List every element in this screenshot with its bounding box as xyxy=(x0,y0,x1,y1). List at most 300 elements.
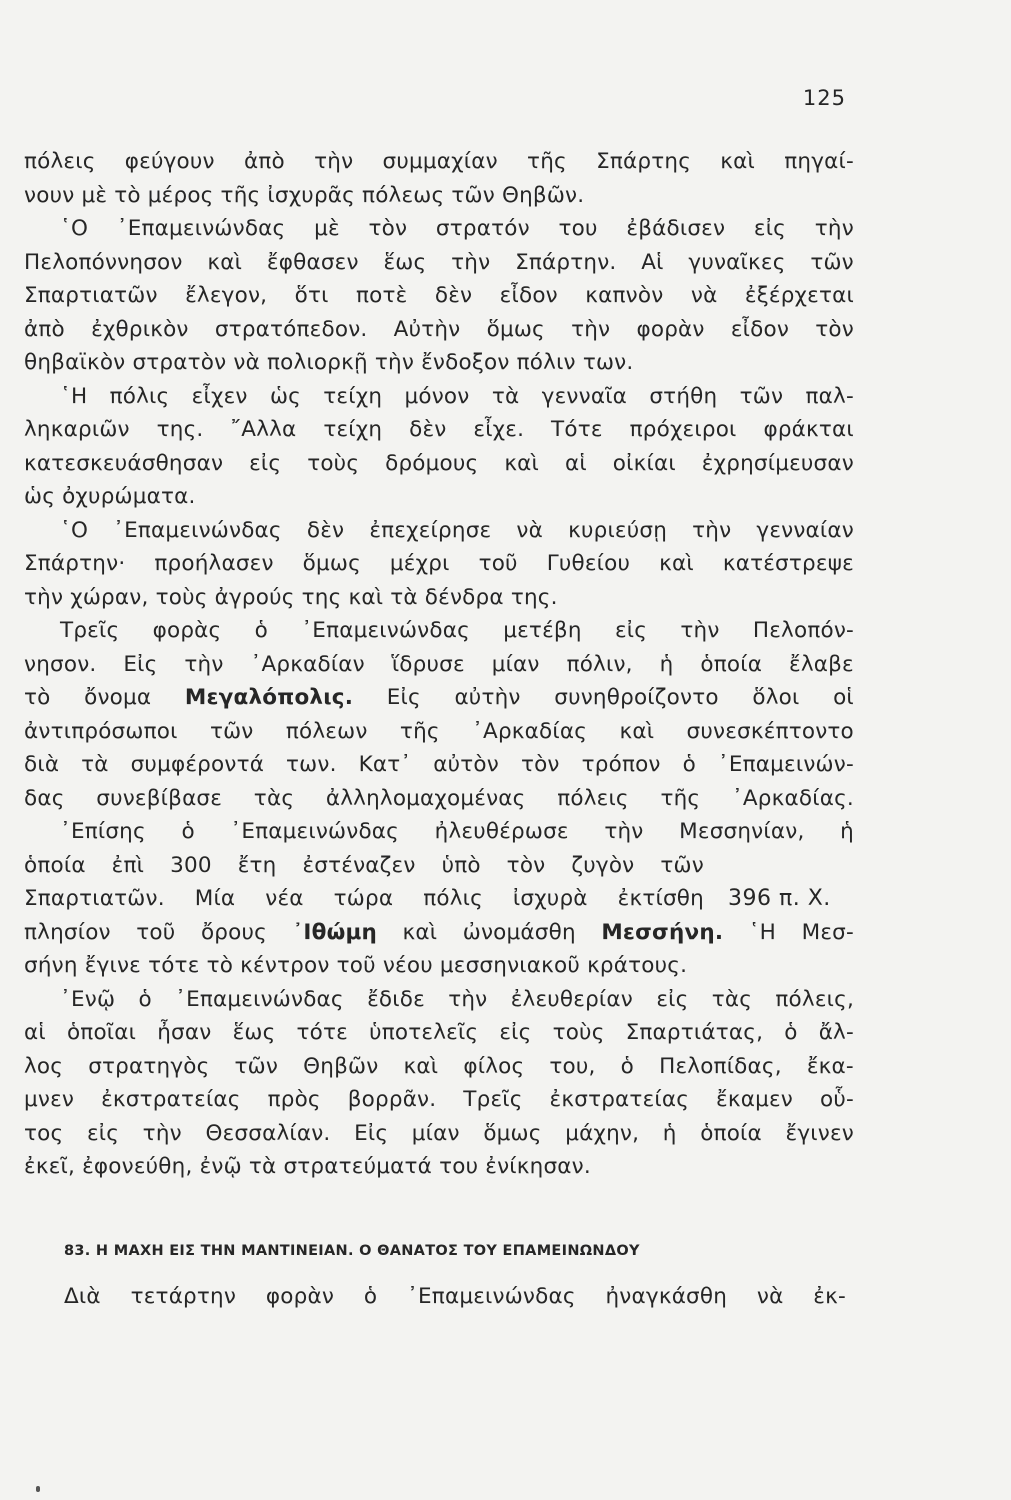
word: φορὰς xyxy=(152,618,222,643)
text-line xyxy=(24,179,854,213)
word: ὁποία xyxy=(700,651,763,677)
word: ὁ xyxy=(363,1284,378,1309)
word: φράκται xyxy=(763,417,854,442)
word: των. xyxy=(286,752,337,777)
word: Πελοπίδας, xyxy=(659,1053,782,1079)
word: φεύγουν xyxy=(124,149,215,174)
word: νὰ xyxy=(516,517,544,543)
word: τὰ xyxy=(491,383,520,409)
word: νησον. xyxy=(24,651,97,677)
word: ἔδιδε xyxy=(367,986,425,1012)
word: μὲ xyxy=(314,216,340,241)
text-line xyxy=(24,983,854,1017)
word: μετέβη xyxy=(503,618,582,643)
word: τὴν xyxy=(448,986,488,1012)
word: μέχρι xyxy=(389,551,450,576)
word: μνεν xyxy=(24,1087,75,1112)
word: δας xyxy=(24,785,65,811)
word: ἔγινεν xyxy=(785,1120,854,1146)
text-line xyxy=(24,346,854,380)
final-line xyxy=(64,1280,846,1314)
word: κατέστρεψε xyxy=(722,551,854,576)
word: δὲν xyxy=(306,517,345,543)
word: τοὺς xyxy=(307,450,360,476)
word: ἐκτίσθη xyxy=(617,886,704,911)
text-line xyxy=(24,849,704,883)
word: πόλεις, xyxy=(775,986,854,1012)
word: ὁ xyxy=(138,986,152,1012)
word: τὴν xyxy=(692,517,732,543)
word: πόλιν, xyxy=(566,651,633,677)
word: τὰ xyxy=(81,752,109,777)
word: γενναῖα xyxy=(541,383,628,409)
word: τὸν xyxy=(815,316,854,342)
word: ἐστέναζεν xyxy=(302,852,416,878)
word: Μεγαλόπολις. xyxy=(184,685,354,710)
word: ἐφονεύθη, xyxy=(82,1154,193,1179)
word: δρόμους xyxy=(385,450,479,476)
word: Εἰς xyxy=(123,651,158,677)
word: τὸ xyxy=(114,182,141,208)
text-line xyxy=(24,212,854,246)
word: μόνον xyxy=(404,383,470,409)
word: ἔλεγον, xyxy=(185,283,268,308)
word: των. xyxy=(582,350,634,375)
word: τοῦ xyxy=(478,551,518,576)
word: διὰ xyxy=(24,752,60,777)
word: ἔνδοξον xyxy=(421,350,510,375)
word: ἔφθασεν xyxy=(266,249,359,275)
word: καὶ xyxy=(348,584,384,610)
text-line xyxy=(24,1083,854,1117)
word: πόλεων xyxy=(285,718,368,744)
word: καὶ xyxy=(403,1053,439,1079)
word: ὅμως xyxy=(302,551,361,576)
word: τῆς xyxy=(527,149,567,174)
word: ἐπεχείρησε xyxy=(369,517,492,543)
word: ἕως xyxy=(232,1020,276,1045)
word: εἰς xyxy=(656,986,689,1012)
text-line xyxy=(24,614,854,648)
word: οὗ- xyxy=(819,1087,854,1112)
text-line xyxy=(24,916,854,950)
word: ὠνομάσθη xyxy=(462,919,576,945)
word: ᾿Επαμεινώνδας xyxy=(301,618,470,643)
word: εἶχε. xyxy=(473,417,525,442)
word: δένδρα xyxy=(424,584,504,610)
word: θηβαϊκὸν xyxy=(24,350,126,375)
word: συνεβίβασε xyxy=(96,785,223,811)
word: εἰς xyxy=(499,1020,532,1045)
word: πρόχειροι xyxy=(629,417,737,442)
word: ᾿Επαμεινώνδας xyxy=(175,986,344,1012)
word: νέου xyxy=(382,953,433,978)
word: ἠλευθέρωσε xyxy=(434,819,569,844)
word: μέρος xyxy=(147,182,214,208)
word: φορὰν xyxy=(265,1284,335,1309)
word: ὁποῖαι xyxy=(66,1020,137,1045)
word: στήθη xyxy=(649,383,718,409)
word: Σπάρτης xyxy=(596,149,692,174)
text-line xyxy=(24,380,854,414)
word: ῾Ο xyxy=(60,517,89,543)
ink-speck xyxy=(36,1486,40,1492)
word: ὁ xyxy=(181,819,195,844)
word: μίαν xyxy=(491,651,540,677)
word: ὁποία xyxy=(700,1120,762,1146)
word: ᾿Επαμεινώνδας xyxy=(116,216,286,241)
word: Εἰς xyxy=(354,1120,389,1146)
word: του, xyxy=(549,1053,596,1079)
word: τοὺς xyxy=(155,584,208,610)
word: ὄνομα xyxy=(84,685,152,710)
word: πλησίον xyxy=(24,919,111,945)
word: ἔτη xyxy=(237,852,277,878)
word: αὐτὸν xyxy=(433,752,499,777)
word: οἰκίαι xyxy=(612,450,676,476)
word: Θεσσαλίαν. xyxy=(205,1120,331,1146)
word: ὑπὸ xyxy=(441,852,481,878)
word: ἐπὶ xyxy=(111,852,145,878)
text-line xyxy=(24,547,854,581)
word: ποτὲ xyxy=(356,283,408,308)
word: ἕως xyxy=(383,249,427,275)
word: ἐνῷ xyxy=(199,1154,242,1179)
word: συμφέροντά xyxy=(130,752,265,777)
word: αὐτὴν xyxy=(454,685,521,710)
word: νέα xyxy=(265,886,304,911)
word: νὰ xyxy=(690,283,718,308)
text-line xyxy=(24,1016,854,1050)
word: οἱ xyxy=(833,685,854,710)
word: ᾿Επίσης xyxy=(60,819,146,844)
text-line xyxy=(24,715,854,749)
word: τὰ xyxy=(248,1154,277,1179)
word: Πελοπόν- xyxy=(752,618,854,643)
word: στρατόπεδον. xyxy=(214,316,368,342)
word: πόλις xyxy=(109,383,170,409)
word: φίλος xyxy=(463,1053,525,1079)
word: πόλιν xyxy=(516,350,576,375)
word: στρατηγὸς xyxy=(88,1053,210,1079)
word: Σπαρτιάτας, xyxy=(625,1020,764,1045)
word: παλ- xyxy=(805,383,854,409)
word: ἠναγκάσθη xyxy=(605,1284,728,1309)
word: χώραν, xyxy=(70,584,149,610)
word: τῶν xyxy=(739,383,784,409)
word: Διὰ xyxy=(64,1284,101,1309)
word: κυριεύσῃ xyxy=(568,517,668,543)
word: εἶδον xyxy=(499,283,558,308)
word: ὁποία xyxy=(24,852,86,878)
word: τος xyxy=(24,1120,64,1146)
text-line xyxy=(24,514,854,548)
word: τῶν xyxy=(810,249,854,275)
word: Μία xyxy=(194,886,236,911)
text-line xyxy=(24,279,854,313)
word: τὴν xyxy=(571,316,611,342)
word: καὶ xyxy=(402,919,438,945)
text-line xyxy=(24,246,854,280)
word: Αὐτὴν xyxy=(393,316,461,342)
word: πολιορκῇ xyxy=(267,350,368,375)
word: μίαν xyxy=(411,1120,460,1146)
word: ἐξέρχεται xyxy=(744,283,854,308)
word: γυναῖκες xyxy=(688,249,786,275)
word: νὰ xyxy=(233,350,260,375)
word: Σπάρτην. xyxy=(515,249,617,275)
word: ἔκα- xyxy=(806,1053,854,1079)
word: ἡ xyxy=(840,819,854,844)
word: πόλις xyxy=(423,886,483,911)
word: τὴν xyxy=(814,216,854,241)
text-line xyxy=(24,648,854,682)
word: τὴν xyxy=(142,1120,182,1146)
word: Μεσσήνη. xyxy=(601,919,724,945)
word: καὶ xyxy=(207,249,243,275)
word: κατεσκευάσθησαν xyxy=(24,450,224,476)
word: τείχη xyxy=(323,383,383,409)
word: της xyxy=(301,584,342,610)
word: πόλεως xyxy=(362,182,445,208)
word: δὲν xyxy=(409,417,447,442)
word: ᾿Επαμεινών- xyxy=(717,752,854,777)
text-line xyxy=(24,815,854,849)
text-line xyxy=(24,313,854,347)
word: ὅμως xyxy=(486,316,545,342)
word: μὲ xyxy=(81,182,108,208)
word: ὁ xyxy=(682,752,696,777)
word: πηγαί- xyxy=(784,149,854,174)
word: τὸ xyxy=(24,685,51,710)
word: ἡ xyxy=(662,1120,677,1146)
word: ἐνίκησαν. xyxy=(485,1154,591,1179)
word: ἵδρυσε xyxy=(391,651,465,677)
text-line xyxy=(24,748,854,782)
word: ὁ xyxy=(254,618,269,643)
word: ἀλληλομαχομένας xyxy=(325,785,526,811)
word: μεσσηνιακοῦ xyxy=(439,953,581,978)
word: ᾿Αρκαδίας xyxy=(472,718,588,744)
word: τὴν xyxy=(184,651,224,677)
word: ἰσχυρᾶς xyxy=(267,182,355,208)
word: συνηθροίζοντο xyxy=(554,685,719,710)
word: τότε xyxy=(148,953,200,978)
word: τὰς xyxy=(253,785,295,811)
word: πόλεις xyxy=(24,149,96,174)
word: τὴν xyxy=(451,249,491,275)
word: ᾿Επαμεινώνδας xyxy=(230,819,400,844)
word: τὸν xyxy=(368,216,408,241)
word: τῆς xyxy=(660,785,701,811)
word: Τρεῖς xyxy=(60,618,120,643)
word: τὰς xyxy=(711,986,753,1012)
word: ὀχυρώματα. xyxy=(62,484,196,509)
word: εἰς xyxy=(86,1120,120,1146)
word: δὲν xyxy=(434,283,473,308)
word: Θηβῶν xyxy=(303,1053,379,1079)
text-line xyxy=(24,413,854,447)
word: ἐκστρατείας xyxy=(101,1087,241,1112)
word: τότε xyxy=(296,1020,348,1045)
word: αἱ xyxy=(564,450,587,476)
word: Τότε xyxy=(551,417,603,442)
word: τὴν xyxy=(374,350,415,375)
word: 300 xyxy=(170,852,212,878)
word: εἰς xyxy=(614,618,648,643)
word: ᾿Ιθώμη xyxy=(292,919,378,945)
word: ἰσχυρὰ xyxy=(512,886,588,911)
word: Κατ᾿ xyxy=(358,752,412,777)
page-number: 125 xyxy=(802,86,846,110)
word: νουν xyxy=(24,182,75,208)
word: συνεσκέπτοντο xyxy=(686,718,854,744)
word: Μεσ- xyxy=(801,919,854,945)
word: Αἱ xyxy=(641,249,664,275)
word: ᾿Επαμεινώνδας xyxy=(113,517,282,543)
word: τρόπον xyxy=(581,752,661,777)
word: ἡ xyxy=(659,651,674,677)
word: της. xyxy=(510,584,558,610)
word: τῶν xyxy=(209,718,254,744)
word: τῶν xyxy=(451,182,495,208)
word: ὑποτελεῖς xyxy=(369,1020,479,1045)
word: ἔκαμεν xyxy=(716,1087,794,1112)
word: καὶ xyxy=(659,551,694,576)
word: τῶν xyxy=(660,852,704,878)
word: ᾿Ενῷ xyxy=(60,986,116,1012)
margin-date-note: 396 π. Χ. xyxy=(728,886,831,911)
word: Σπάρτην· xyxy=(24,551,126,576)
word: ῾Η xyxy=(60,383,88,409)
word: τοὺς xyxy=(552,1020,605,1045)
word: φορὰν xyxy=(636,316,705,342)
word: καὶ xyxy=(619,718,655,744)
word: κράτους. xyxy=(587,953,688,978)
text-line xyxy=(24,1050,854,1084)
word: ἦσαν xyxy=(157,1020,212,1045)
word: Θηβῶν. xyxy=(501,182,585,208)
word: αἱ xyxy=(24,1020,46,1045)
word: ἄλ- xyxy=(818,1020,854,1045)
word: του xyxy=(439,1154,479,1179)
word: τὴν xyxy=(24,584,64,610)
word: στρατεύματά xyxy=(283,1154,433,1179)
word: ὄρους xyxy=(200,919,267,945)
word: στρατὸν xyxy=(132,350,227,375)
word: σήνη xyxy=(24,953,78,978)
word: ῾Η xyxy=(748,919,777,945)
word: τὴν xyxy=(680,618,720,643)
word: ὅτι xyxy=(294,283,329,308)
word: Σπαρτιατῶν xyxy=(24,283,158,308)
word: τώρα xyxy=(333,886,394,911)
word: τῶν xyxy=(234,1053,279,1079)
word: κέντρον xyxy=(240,953,330,978)
word: Σπαρτιατῶν. xyxy=(24,886,165,911)
word: εἰς xyxy=(753,216,787,241)
word: ᾿Αρκαδίαν xyxy=(250,651,365,677)
word: εἶδον xyxy=(730,316,790,342)
word: Γυθείου xyxy=(546,551,631,576)
word: ὁ xyxy=(620,1053,635,1079)
word: τοῦ xyxy=(336,953,376,978)
word: συμμαχίαν xyxy=(382,149,498,174)
word: ῎Αλλα xyxy=(230,417,297,442)
text-line xyxy=(24,145,854,179)
word: Μεσσηνίαν, xyxy=(679,819,805,844)
text-line xyxy=(24,447,854,481)
word: ληκαριῶν xyxy=(24,417,130,442)
word: ὅμως xyxy=(483,1120,542,1146)
word: ὅλοι xyxy=(752,685,800,710)
word: τὴν xyxy=(604,819,644,844)
word: εἰς xyxy=(249,450,282,476)
word: του xyxy=(558,216,598,241)
text-line xyxy=(24,1117,854,1151)
word: ἐκ- xyxy=(813,1284,846,1309)
text-line xyxy=(24,949,854,983)
word: τὸ xyxy=(206,953,234,978)
text-line xyxy=(24,581,854,615)
word: τῆς xyxy=(399,718,440,744)
word: καὶ xyxy=(504,450,540,476)
word: ἐλευθερίαν xyxy=(510,986,633,1012)
word: ἐκεῖ, xyxy=(24,1154,76,1179)
text-line xyxy=(24,782,854,816)
word: τὸν xyxy=(520,752,560,777)
word: βορρᾶν. xyxy=(347,1087,437,1112)
text-line xyxy=(24,681,854,715)
word: ῾Ο xyxy=(60,216,89,241)
word: μάχην, xyxy=(565,1120,640,1146)
word: λος xyxy=(24,1053,64,1079)
word: ζυγὸν xyxy=(571,852,635,878)
word: Εἰς xyxy=(386,685,421,710)
word: προήλασεν xyxy=(154,551,274,576)
word: στρατόν xyxy=(435,216,530,241)
word: καπνὸν xyxy=(585,283,664,308)
word: καὶ xyxy=(720,149,755,174)
word: ὡς xyxy=(269,383,301,409)
word: πρὸς xyxy=(267,1087,321,1112)
word: ἔλαβε xyxy=(789,651,854,677)
body-text xyxy=(24,145,854,1184)
word: ἀγρούς xyxy=(214,584,295,610)
word: τὴν xyxy=(314,149,354,174)
word: τοῦ xyxy=(136,919,176,945)
word: ὡς xyxy=(24,484,56,509)
word: Πελοπόννησον xyxy=(24,249,183,275)
word: τετάρτην xyxy=(130,1284,237,1309)
word: ᾿Επαμεινώνδας xyxy=(407,1284,576,1309)
word: ἐκστρατείας xyxy=(549,1087,690,1112)
word: ὁ xyxy=(784,1020,798,1045)
word: ἀπὸ xyxy=(244,149,285,174)
text-line xyxy=(24,882,704,916)
word: ἐχθρικὸν xyxy=(91,316,189,342)
word: ἐχρησίμευσαν xyxy=(701,450,854,476)
word: της. xyxy=(156,417,204,442)
word: ἀντιπρόσωποι xyxy=(24,718,178,744)
word: ἔγινε xyxy=(84,953,142,978)
text-line xyxy=(24,1150,854,1184)
word: ᾿Αρκαδίας. xyxy=(731,785,854,811)
word: ἀπὸ xyxy=(24,316,65,342)
word: τῆς xyxy=(220,182,261,208)
word: ἐβάδισεν xyxy=(626,216,726,241)
word: νὰ xyxy=(756,1284,784,1309)
